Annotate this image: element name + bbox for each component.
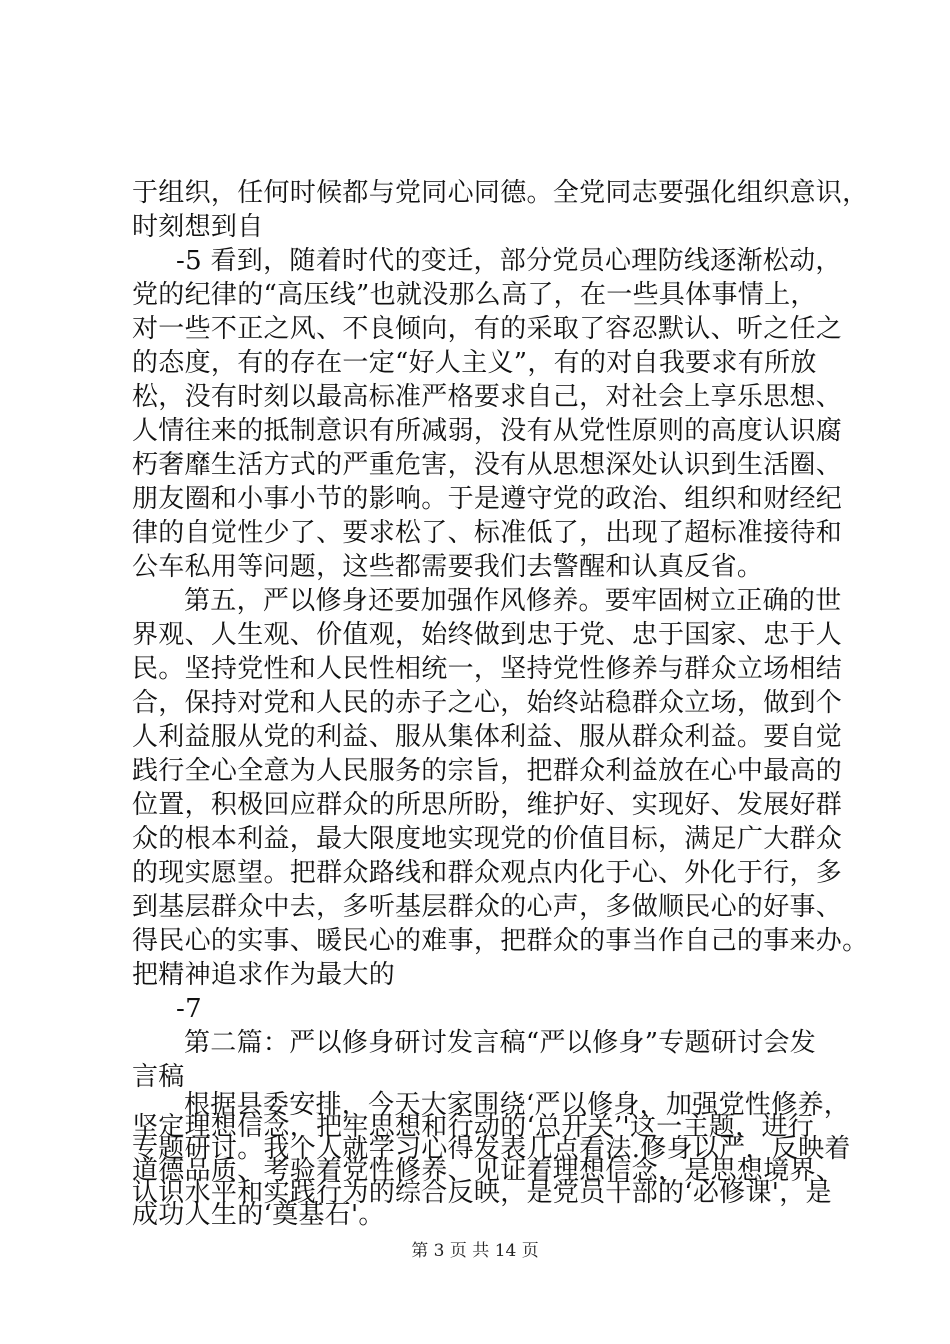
text-line: 位置，积极回应群众的所思所盼，维护好、实现好、发展好群 xyxy=(132,790,843,820)
text-line: -5 看到，随着时代的变迁，部分党员心理防线逐渐松动， xyxy=(176,246,842,276)
text-line: 时刻想到自 xyxy=(132,212,264,242)
text-line: 松，没有时刻以最高标准严格要求自己，对社会上享乐思想、 xyxy=(132,382,843,412)
section-heading: 第二篇：严以修身研讨发言稿“严以修身”专题研讨会发 xyxy=(184,1028,817,1058)
text-line: 界观、人生观、价值观，始终做到忠于党、忠于国家、忠于人 xyxy=(132,620,843,650)
text-line: 到基层群众中去，多听基层群众的心声，多做顺民心的好事、 xyxy=(132,892,843,922)
text-line: 朽奢靡生活方式的严重危害，没有从思想深处认识到生活圈、 xyxy=(132,450,843,480)
text-line: 人利益服从党的利益、服从集体利益、服从群众利益。要自觉 xyxy=(132,722,843,752)
text-line: 认识水平和实践行为的综合反映，是党员干部的‘必修课'，是 xyxy=(132,1178,832,1208)
page-marker: -7 xyxy=(176,994,202,1024)
text-line: 众的根本利益，最大限度地实现党的价值目标，满足广大群众 xyxy=(132,824,843,854)
text-line: 于组织，任何时候都与党同心同德。全党同志要强化组织意识， xyxy=(132,178,869,208)
text-line: 践行全心全意为人民服务的宗旨，把群众利益放在心中最高的 xyxy=(132,756,843,786)
text-line: 党的纪律的“高压线”也就没那么高了，在一些具体事情上， xyxy=(132,280,817,310)
text-line: 得民心的实事、暖民心的难事，把群众的事当作自己的事来办。 xyxy=(132,926,869,956)
text-line: 的态度，有的存在一定“好人主义”，有的对自我要求有所放 xyxy=(132,348,817,378)
text-line: 民。坚持党性和人民性相统一，坚持党性修养与群众立场相结 xyxy=(132,654,843,684)
text-line: 的现实愿望。把群众路线和群众观点内化于心、外化于行，多 xyxy=(132,858,843,888)
section-heading-cont: 言稿 xyxy=(132,1062,185,1092)
text-line: 坚定理想信念，把牢思想和行动的‘总开关’'这一主题，进行 xyxy=(132,1112,815,1142)
text-line: 朋友圈和小事小节的影响。于是遵守党的政治、组织和财经纪 xyxy=(132,484,843,514)
text-line: 律的自觉性少了、要求松了、标准低了，出现了超标准接待和 xyxy=(132,518,843,548)
text-line: 公车私用等问题，这些都需要我们去警醒和认真反省。 xyxy=(132,552,764,582)
page-footer: 第 3 页 共 14 页 xyxy=(411,1241,539,1261)
text-line: 道德品质、考验着党性修养、见证着理想信念，是思想境界、 xyxy=(132,1156,843,1186)
text-line: 对一些不正之风、不良倾向，有的采取了容忍默认、听之任之 xyxy=(132,314,843,344)
text-line: 专题研讨。我个人就学习心得发表几点看法.修身以严，反映着 xyxy=(132,1134,851,1164)
text-line: 成功人生的‘奠基石'。 xyxy=(132,1200,385,1230)
text-line: 把精神追求作为最大的 xyxy=(132,960,396,990)
text-line: 合，保持对党和人民的赤子之心，始终站稳群众立场，做到个 xyxy=(132,688,843,718)
text-line: 人情往来的抵制意识有所减弱，没有从党性原则的高度认识腐 xyxy=(132,416,843,446)
paragraph-start: 第五，严以修身还要加强作风修养。要牢固树立正确的世 xyxy=(184,586,842,616)
paragraph-start: 根据县委安排，今天大家围绕‘严以修身，加强党性修养， xyxy=(184,1090,851,1120)
